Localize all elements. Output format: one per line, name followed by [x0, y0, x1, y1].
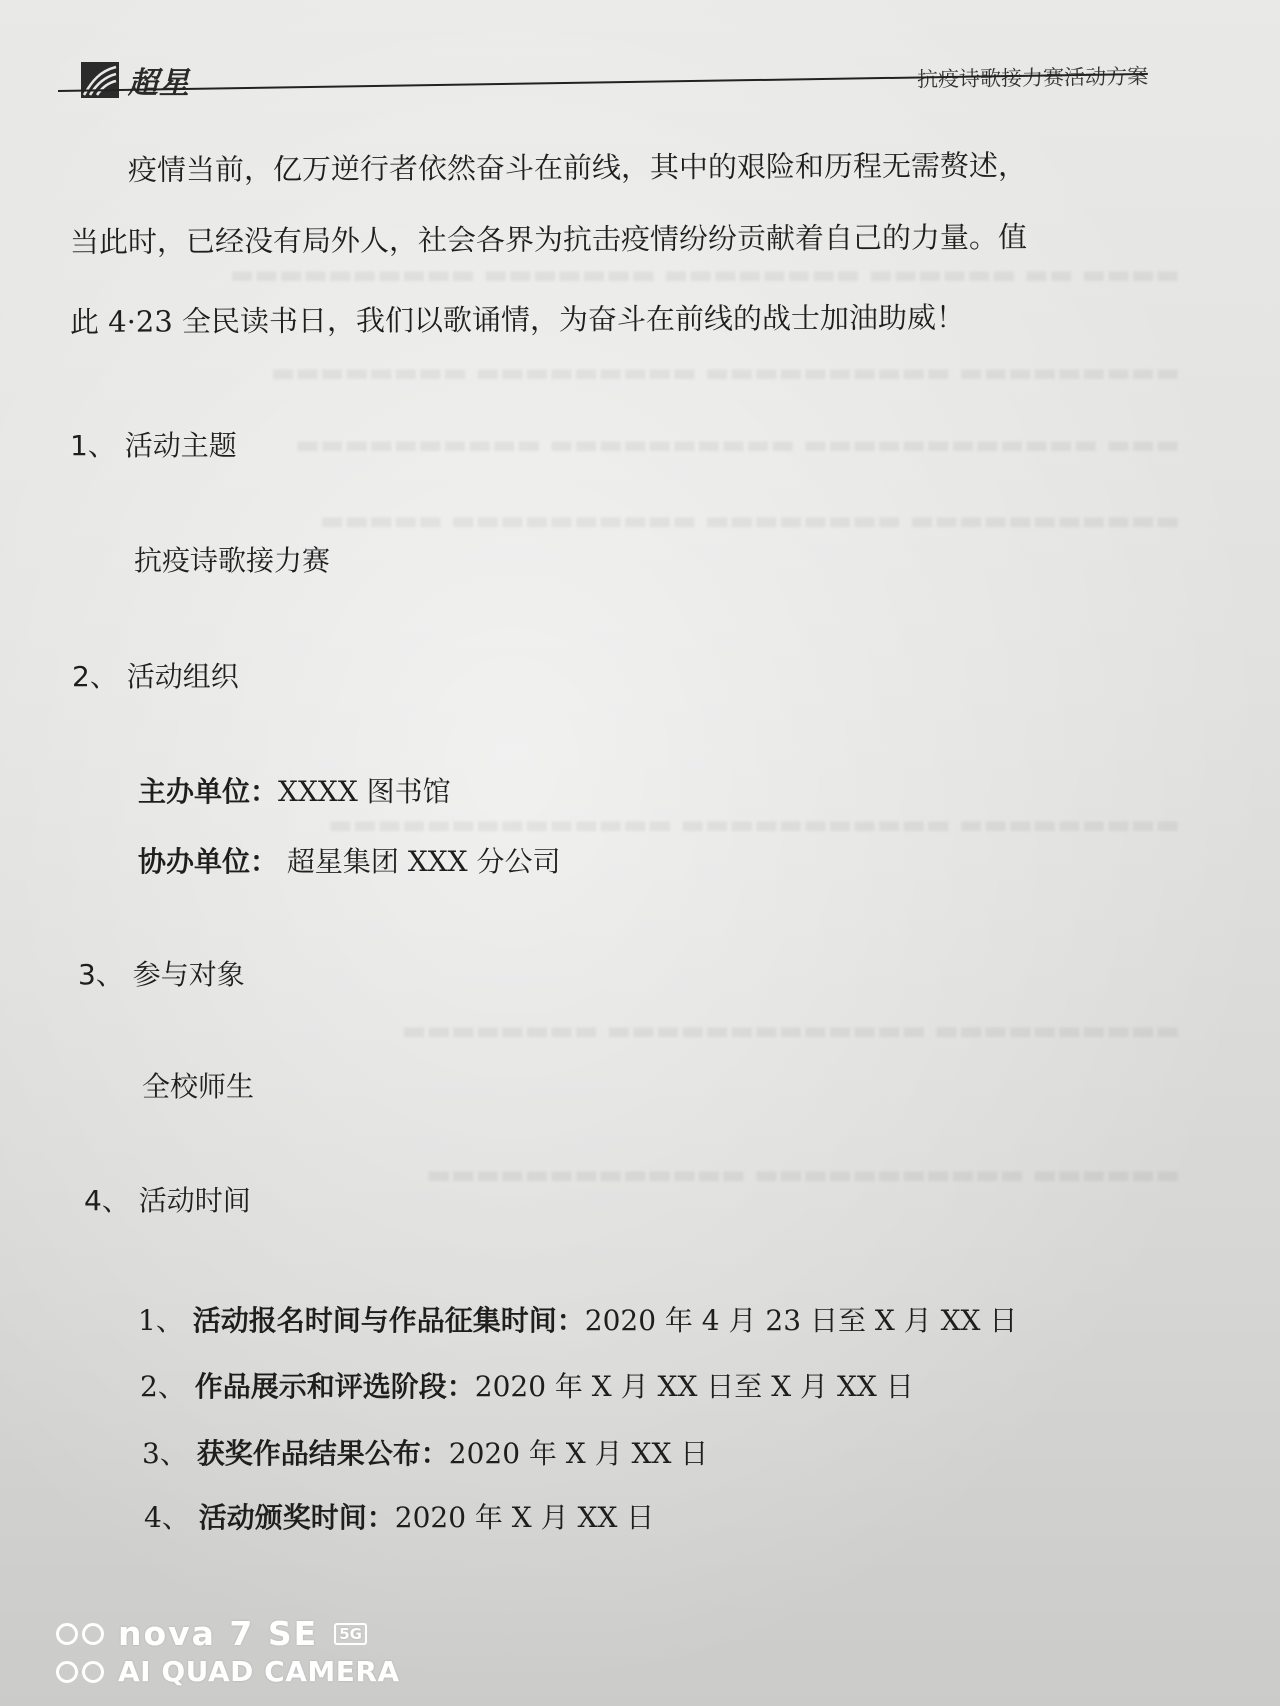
- intro-line-2: 当此时，已经没有局外人，社会各界为抗击疫情纷纷贡献着自己的力量。值: [69, 219, 1028, 259]
- organizer-row: [138, 775, 451, 808]
- schedule-item-label: 获奖作品结果公布：: [196, 1437, 449, 1470]
- participants-content: 全校师生: [142, 1070, 255, 1103]
- camera-rings-icon: [56, 1623, 104, 1645]
- section-heading-participants: 3、 参与对象: [78, 958, 245, 991]
- camera-brand: nova 7 SE: [118, 1614, 319, 1653]
- camera-rings-icon: [56, 1661, 104, 1683]
- schedule-item-number: 3、: [142, 1437, 188, 1470]
- bleed-through-texture: ▬▬▬▬▬▬ ▬▬▬▬▬▬▬▬▬▬▬ ▬▬▬▬▬▬▬▬▬▬▬▬▬: [426, 1160, 1180, 1190]
- schedule-item-value: 2020 年 X 月 XX 日: [448, 1437, 709, 1470]
- schedule-item-number: 1、: [138, 1304, 184, 1337]
- bleed-through-texture: ▬▬▬▬ ▬▬ ▬▬▬▬▬▬ ▬▬▬▬▬▬▬▬ ▬▬▬▬▬▬▬ ▬▬▬▬▬▬▬▬▬▬: [229, 260, 1180, 290]
- schedule-item: [142, 1437, 709, 1470]
- schedule-item: [138, 1304, 1018, 1337]
- co-organizer-value: 超星集团 XXX 分公司: [278, 845, 561, 878]
- schedule-item: [144, 1501, 655, 1534]
- bleed-through-texture: ▬▬▬▬▬▬▬▬▬ ▬▬▬▬▬▬▬▬▬▬ ▬▬▬▬▬▬▬▬▬ ▬▬▬▬▬▬▬▬: [270, 358, 1180, 388]
- co-organizer-row: [138, 845, 561, 878]
- bleed-through-texture: ▬▬▬ ▬▬▬▬▬▬▬▬▬▬▬▬ ▬▬▬▬▬▬▬▬▬▬ ▬▬▬▬▬▬▬▬▬▬: [295, 430, 1180, 460]
- co-organizer-label: 协办单位：: [138, 845, 279, 878]
- schedule-item-number: 2、: [140, 1370, 186, 1403]
- schedule-item-label: 活动颁奖时间：: [198, 1501, 395, 1534]
- bleed-through-texture: ▬▬▬▬▬▬▬▬▬▬▬ ▬▬▬▬▬▬▬▬ ▬▬▬▬▬▬▬▬▬▬ ▬▬▬▬▬: [319, 506, 1180, 536]
- intro-line-3: 此 4·23 全民读书日，我们以歌诵情，为奋斗在前线的战士加油助威！: [69, 300, 966, 339]
- bleed-through-texture: ▬▬▬▬▬▬▬▬▬ ▬▬▬▬▬▬▬▬▬▬▬ ▬▬▬▬▬▬▬▬▬▬▬▬▬▬: [328, 810, 1180, 840]
- schedule-item-value: 2020 年 4 月 23 日至 X 月 XX 日: [584, 1304, 1018, 1337]
- organizer-label: 主办单位：: [138, 775, 279, 808]
- schedule-item-label: 活动报名时间与作品征集时间：: [192, 1304, 585, 1337]
- schedule-item-number: 4、: [144, 1501, 190, 1534]
- camera-5g-badge: 5G: [334, 1623, 367, 1645]
- section-heading-organization: 2、 活动组织: [72, 660, 239, 693]
- theme-content: 抗疫诗歌接力赛: [134, 544, 331, 577]
- logo-mark-icon: [80, 61, 120, 99]
- organizer-value: XXXX 图书馆: [278, 775, 451, 808]
- schedule-item-value: 2020 年 X 月 XX 日至 X 月 XX 日: [474, 1370, 914, 1403]
- section-heading-schedule: 4、 活动时间: [84, 1184, 251, 1217]
- logo-text: 超星: [128, 66, 190, 101]
- schedule-item-label: 作品展示和评选阶段：: [194, 1370, 475, 1403]
- intro-line-1: 疫情当前，亿万逆行者依然奋斗在前线，其中的艰险和历程无需赘述，: [127, 148, 1028, 187]
- schedule-item: [140, 1370, 914, 1403]
- camera-watermark: [56, 1614, 400, 1688]
- bleed-through-texture: ▬▬▬▬▬▬▬▬▬▬ ▬▬▬▬▬▬▬▬▬▬▬▬▬ ▬▬▬▬▬▬▬▬: [401, 1016, 1180, 1046]
- chaoxing-logo: [80, 58, 190, 102]
- header-title: 抗疫诗歌接力赛活动方案: [916, 64, 1149, 92]
- camera-model-line: AI QUAD CAMERA: [118, 1655, 400, 1688]
- section-heading-theme: 1、 活动主题: [70, 429, 237, 462]
- schedule-item-value: 2020 年 X 月 XX 日: [394, 1501, 655, 1534]
